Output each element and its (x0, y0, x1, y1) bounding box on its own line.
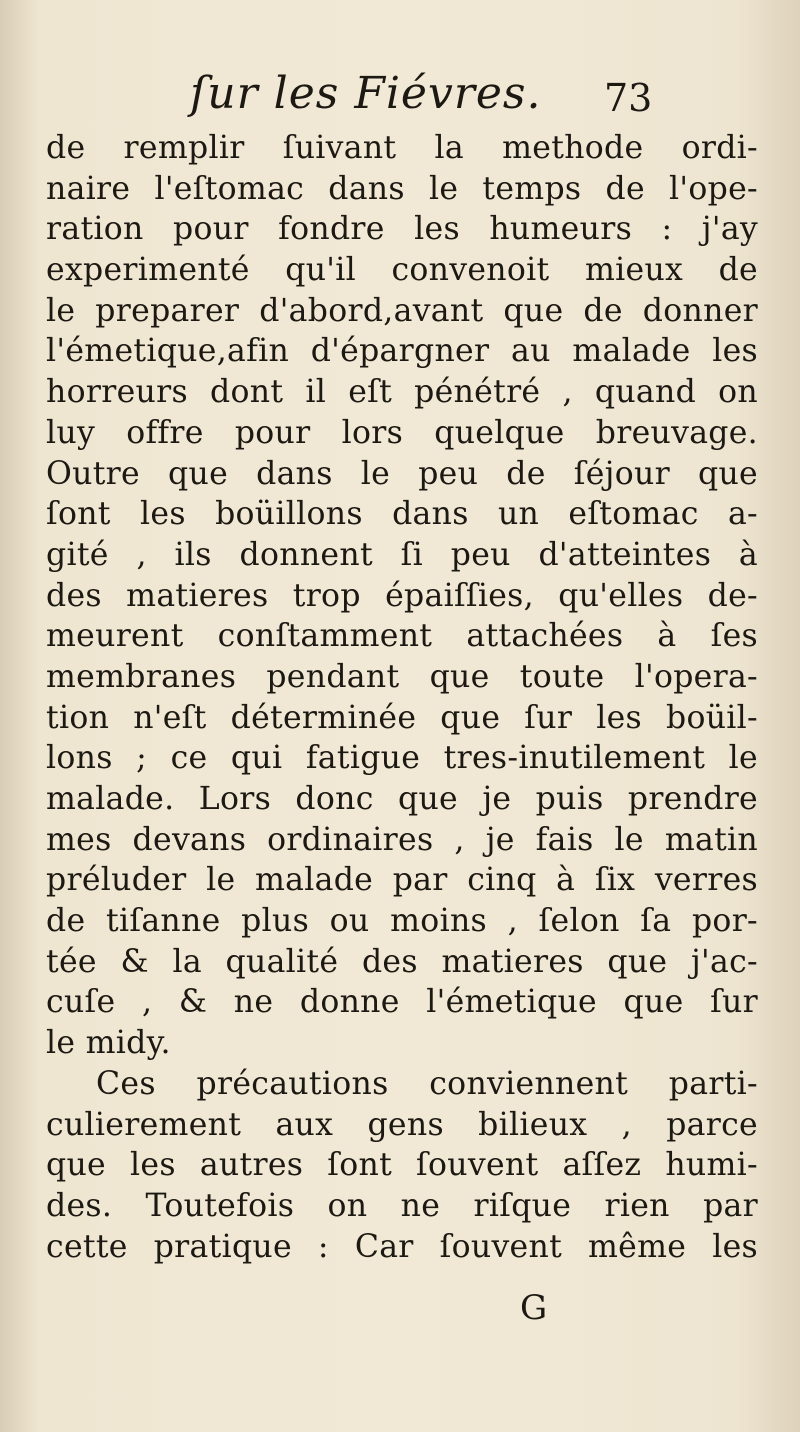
text-line: le preparer d'abord,avant que de donner (46, 292, 758, 329)
text-line: gité , ils donnent ſi peu d'atteintes à (46, 536, 758, 573)
text-line: lons ; ce qui fatigue tres-inutilement le (46, 740, 758, 777)
text-line: des matieres trop épaiſſies, qu'elles de- (46, 577, 758, 614)
text-line: cuſe , & ne donne l'émetique que ſur (46, 984, 758, 1021)
text-line: Outre que dans le peu de ſéjour que (46, 455, 758, 492)
signature-mark: G (520, 1288, 548, 1328)
body-text (46, 128, 758, 1267)
text-line: l'émetique,afin d'épargner au malade les (46, 333, 758, 370)
text-line: mes devans ordinaires , je fais le matin (46, 821, 758, 858)
text-line: meurent conſtamment attachées à ſes (46, 618, 758, 655)
text-line: membranes pendant que toute l'opera- (46, 658, 758, 695)
page-number: 73 (604, 76, 653, 120)
text-line: cette pratique : Car ſouvent même les (46, 1228, 758, 1265)
text-line: de tiſanne plus ou moins , ſelon ſa por- (46, 903, 758, 940)
running-head (0, 62, 800, 122)
text-line: Ces précautions conviennent parti- (96, 1065, 758, 1102)
text-line: ration pour fondre les humeurs : j'ay (46, 211, 758, 248)
text-line: que les autres ſont ſouvent aſſez humi- (46, 1147, 758, 1184)
text-line: tion n'eſt déterminée que ſur les boüil- (46, 699, 758, 736)
running-head-title: ſur les Fiévres. (190, 68, 542, 119)
text-line: experimenté qu'il convenoit mieux de (46, 252, 758, 289)
text-line: ſont les boüillons dans un eſtomac a- (46, 496, 758, 533)
text-line: des. Toutefois on ne riſque rien par (46, 1187, 758, 1224)
text-line: de remplir ſuivant la methode ordi- (46, 130, 758, 166)
text-line: préluder le malade par cinq à ſix verres (46, 862, 758, 899)
text-line: horreurs dont il eſt pénétré , quand on (46, 374, 758, 411)
text-line: culierement aux gens bilieux , parce (46, 1106, 758, 1143)
text-line: le midy. (46, 1025, 171, 1062)
text-line: malade. Lors donc que je puis prendre (46, 781, 758, 817)
text-line: tée & la qualité des matieres que j'ac- (46, 943, 758, 980)
text-line: luy offre pour lors quelque breuvage. (46, 414, 758, 451)
text-line: naire l'eſtomac dans le temps de l'ope- (46, 170, 758, 207)
